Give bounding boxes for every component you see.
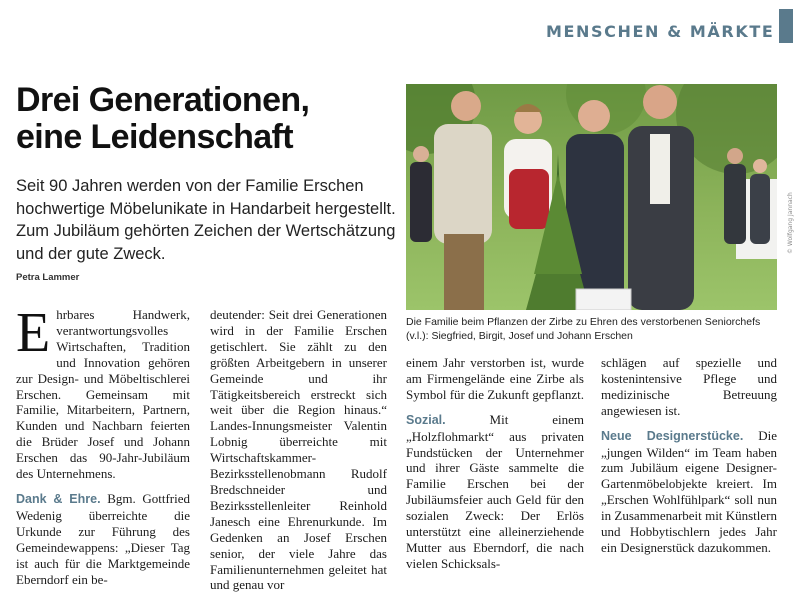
paragraph-text: Bgm. Gottfried Wedenig überreichte die Urkunde zur Führung des Gemeindewappens: „Dieser Tag ist auch für die Marktgemeinde Eberndorf ein be- [16,490,190,587]
headline-line-2: eine Leidenschaft [16,118,293,156]
article-column-4 [601,355,777,556]
drop-cap: E [16,302,51,364]
paragraph-text: hrbares Handwerk, verantwortungsvolles Wirtschaften, Tradition und Innovation gehören zur Design- und Möbeltischlerei Erschen. Gemeinsam mit Familie, Mitarbeitern, Partnern, Kunden und Nachbarn feierten die Brüder Josef und Johann Erschen das 90-Jahr-Jubiläum des Unternehmens. [16,307,190,482]
author-byline: Petra Lammer [16,272,80,283]
headline [16,82,396,156]
lead-paragraph: Seit 90 Jahren werden von der Familie Erschen hochwertige Möbelunikate in Handarbeit hergestellt. Zum Jubiläum gehörten Zeichen der Wertschätzung und der gute Zweck. [16,177,396,263]
subheading-dank-ehre: Dank & Ehre. [16,491,101,506]
photo-caption [406,316,786,343]
paragraph-text: deutender: Seit drei Generationen wird in der Familie Erschen getischlert. Sie zählt zu den größten Arbeitgebern in unserer Gemeinde und ihr Tätigkeitsbereich erstreckt sich weit über die Region hinaus.“ Landes-Innungsmeister Valentin Lobnig überreichte mit Wirtschaftskammer-Bezirksstellenobmann Rudolf Bredschneider und Bezirksstellenleiter Reinhold Janesch eine Ehrenurkunde. Im Gedenken an Josef Erschen senior, der viele Jahre das Familienunternehmen geleitet hat und genau vor [210,307,387,593]
article-photo [406,84,777,310]
paragraph [16,302,190,482]
headline-line-1: Drei Generationen, [16,81,310,119]
paragraph [406,412,584,572]
article-column-1 [16,302,190,587]
paragraph [16,491,190,587]
article-column-3 [406,355,584,572]
paragraph [601,428,777,556]
caption-line-2: (v.l.): Siegfried, Birgit, Josef und Johann Erschen [406,329,633,342]
family-planting-photo [406,84,777,310]
section-marker [779,9,793,43]
paragraph-text: Mit einem „Holzflohmarkt“ aus privaten Fundstücken der Unternehmer und ihrer Gäste sammelte die Familie Erschen bei der Jubiläumsfeier auch Geld für den sozialen Zweck: Der Erlös unterstützt eine alleinerziehende Mutter aus Eberndorf, die nach vielen Schicksals- [406,411,584,571]
paragraph-text: einem Jahr verstorben ist, wurde am Firmengelände eine Zirbe als Symbol für die Zukunft gepflanzt. [406,355,584,402]
subheading-neue-designerstuecke: Neue Designerstücke. [601,428,744,443]
caption-line-1: Die Familie beim Pflanzen der Zirbe zu Ehren des verstorbenen Seniorchefs [406,316,761,328]
paragraph-text: schlägen auf spezielle und kostenintensive Pflege und medizinische Betreuung angewiesen ist. [601,355,777,418]
paragraph-text: Die „jungen Wilden“ im Team haben zum Jubiläum eigene Designer-Gartenmöbelobjekte kreiert. Im „Erschen Wohlfühlpark“ soll nun in Zusammenarbeit mit Künstlern und Hobbytischlern jedes Jahr ein Designerstück dazukommen. [601,427,777,555]
photo-credit: © Wolfgang Jannach [787,192,794,254]
subheading-sozial: Sozial. [406,412,446,427]
section-title: MENSCHEN & MÄRKTE [546,22,775,41]
article-column-2 [210,307,387,593]
